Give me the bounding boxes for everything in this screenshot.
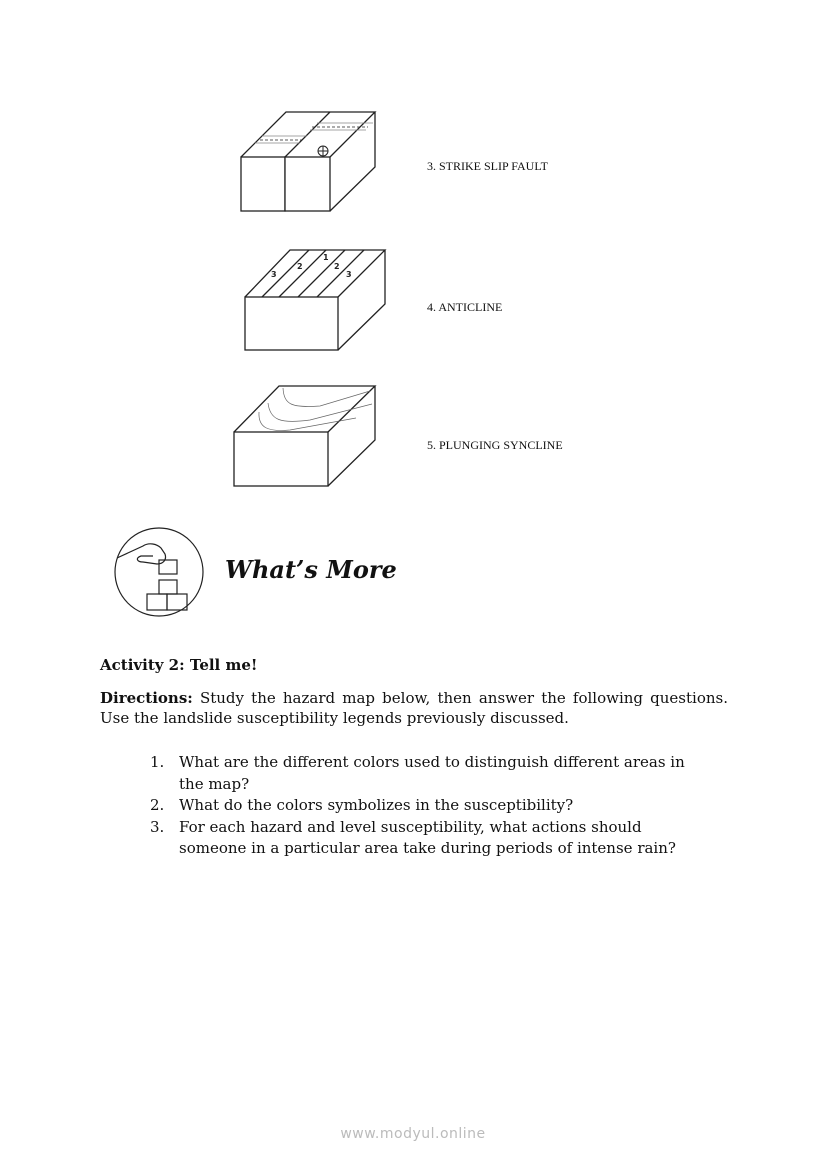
question-number: 3. [150, 817, 165, 836]
anticline-diagram [245, 250, 385, 350]
question-item [150, 817, 710, 860]
limb-number: 2 [334, 262, 340, 271]
limb-number: 2 [297, 262, 303, 271]
directions-label: Directions: [100, 689, 193, 707]
directions-text: Study the hazard map below, then answer the following questions. Use the landslide susceptibility legends previously discussed. [100, 689, 728, 727]
question-text: What do the colors symbolizes in the susceptibility? [179, 796, 574, 814]
hand-stacking-blocks-icon [113, 526, 205, 618]
watermark: www.modyul.online [340, 1126, 486, 1142]
figure-label: 4. ANTICLINE [427, 300, 503, 314]
figure-label: 5. PLUNGING SYNCLINE [427, 438, 563, 452]
directions [100, 688, 728, 728]
question-text: What are the different colors used to distinguish different areas in the map? [179, 753, 685, 793]
section-title: What’s More [225, 555, 397, 584]
strike-slip-fault-diagram [241, 112, 375, 211]
question-item [150, 752, 710, 795]
question-item [150, 795, 710, 817]
limb-number: 3 [346, 270, 352, 279]
diagram-group [0, 0, 826, 520]
plunging-syncline-diagram [234, 386, 375, 486]
figure-label: 3. STRIKE SLIP FAULT [427, 159, 548, 173]
question-number: 2. [150, 796, 165, 814]
question-text: For each hazard and level susceptibility, what actions should someone in a particular area take during periods of intense rain? [179, 817, 676, 857]
limb-number: 1 [323, 253, 329, 262]
question-list [150, 752, 710, 860]
activity-title: Activity 2: Tell me! [100, 656, 258, 674]
question-number: 1. [150, 753, 165, 771]
limb-number: 3 [271, 270, 277, 279]
